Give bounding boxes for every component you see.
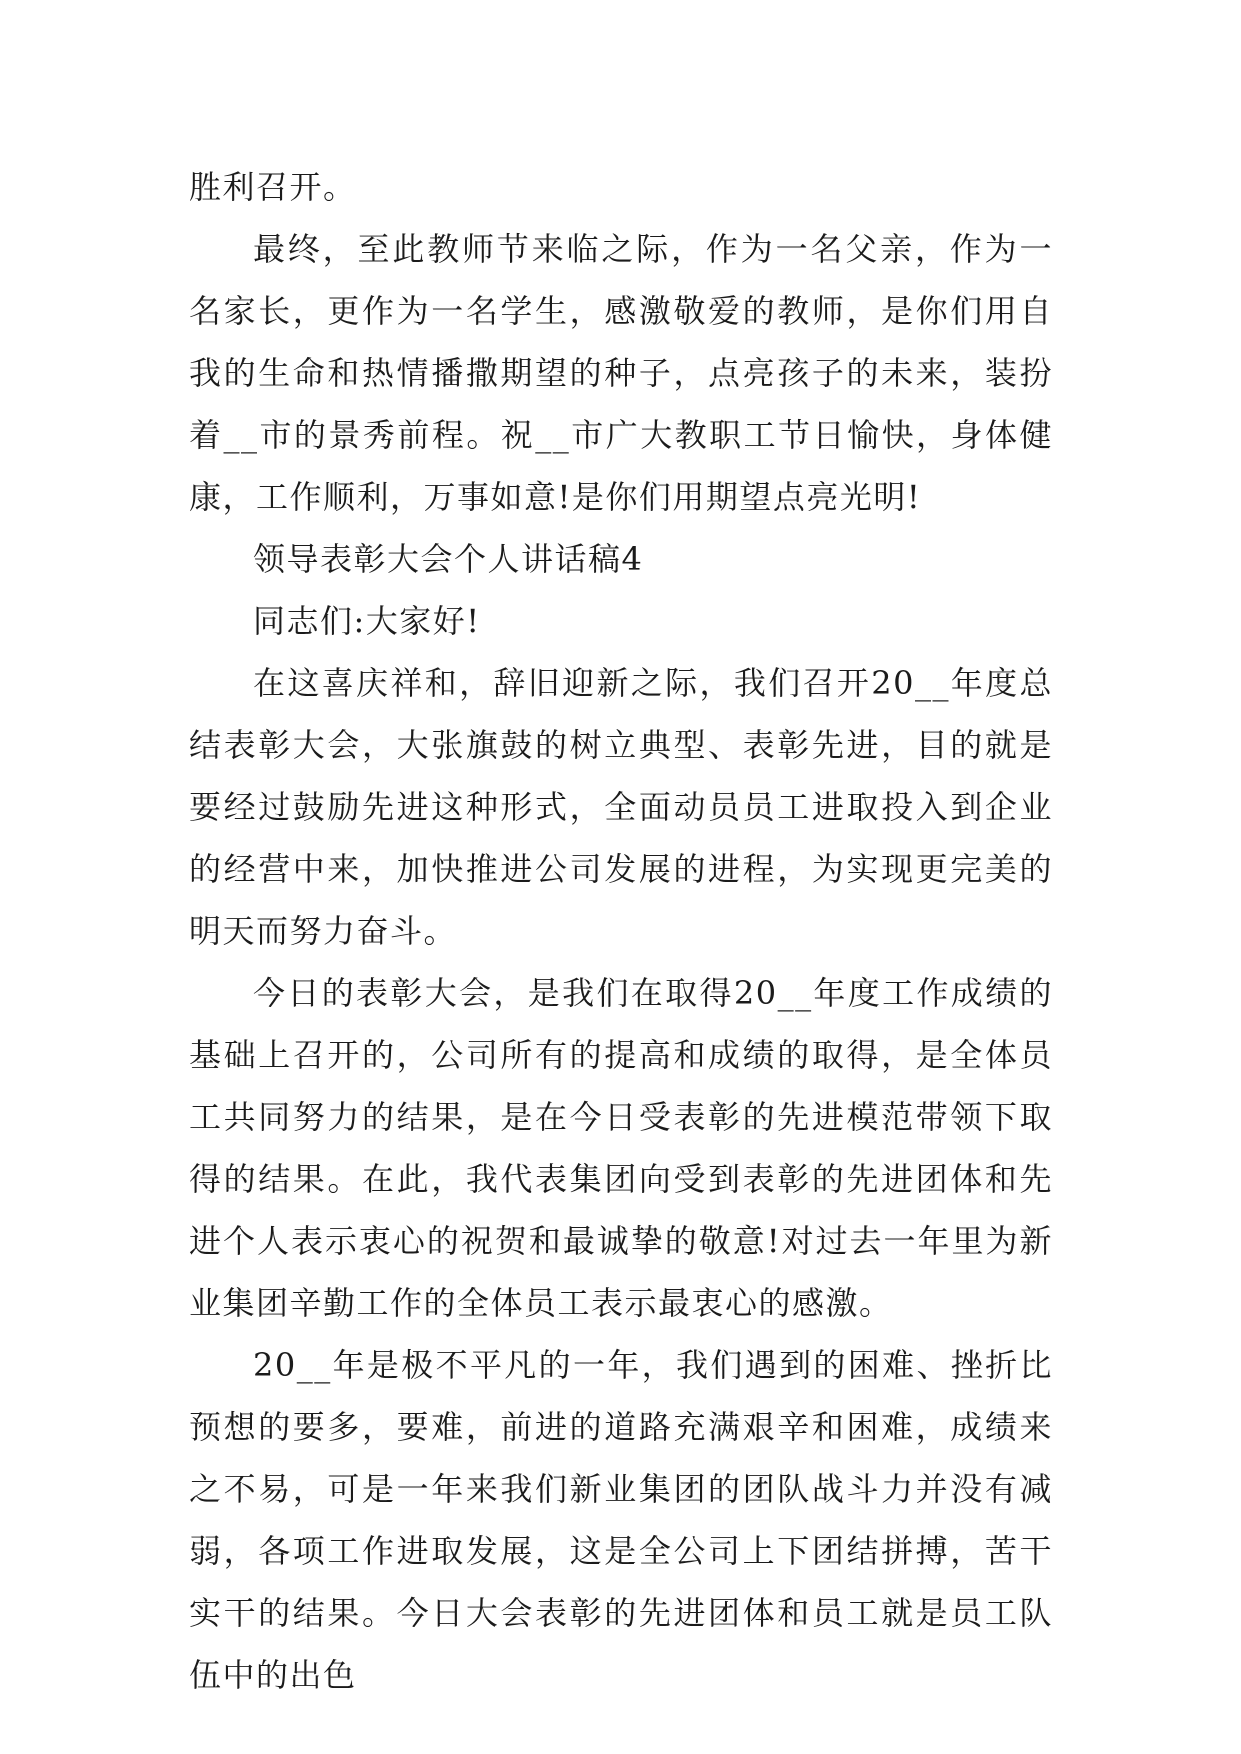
paragraph-continuation: 胜利召开。 bbox=[189, 168, 357, 206]
section-heading: 领导表彰大会个人讲话稿4 bbox=[253, 540, 644, 578]
document-body bbox=[189, 156, 1053, 1706]
salutation: 同志们:大家好! bbox=[253, 602, 481, 640]
paragraph-opening: 在这喜庆祥和，辞旧迎新之际，我们召开20__年度总结表彰大会，大张旗鼓的树立典型、表彰先进，目的就是要经过鼓励先进这种形式，全面动员员工进取投入到企业的经营中来，加快推进公司发展的进程，为实现更完美的明天而努力奋斗。 bbox=[189, 664, 1053, 950]
paragraph-commendation: 今日的表彰大会，是我们在取得20__年度工作成绩的基础上召开的，公司所有的提高和成绩的取得，是全体员工共同努力的结果，是在今日受表彰的先进模范带领下取得的结果。在此，我代表集团向受到表彰的先进团体和先进个人表示衷心的祝贺和最诚挚的敬意!对过去一年里为新业集团辛勤工作的全体员工表示最衷心的感激。 bbox=[189, 974, 1053, 1322]
paragraph-teachers-day-closing: 最终，至此教师节来临之际，作为一名父亲，作为一名家长，更作为一名学生，感激敬爱的教师，是你们用自我的生命和热情播撒期望的种子，点亮孩子的未来，装扮着__市的景秀前程。祝__市广大教职工节日愉快，身体健康，工作顺利，万事如意!是你们用期望点亮光明! bbox=[189, 230, 1053, 516]
paragraph-year-review: 20__年是极不平凡的一年，我们遇到的困难、挫折比预想的要多，要难，前进的道路充满艰辛和困难，成绩来之不易，可是一年来我们新业集团的团队战斗力并没有减弱，各项工作进取发展，这是全公司上下团结拼搏，苦干实干的结果。今日大会表彰的先进团体和员工就是员工队伍中的出色 bbox=[189, 1346, 1053, 1694]
